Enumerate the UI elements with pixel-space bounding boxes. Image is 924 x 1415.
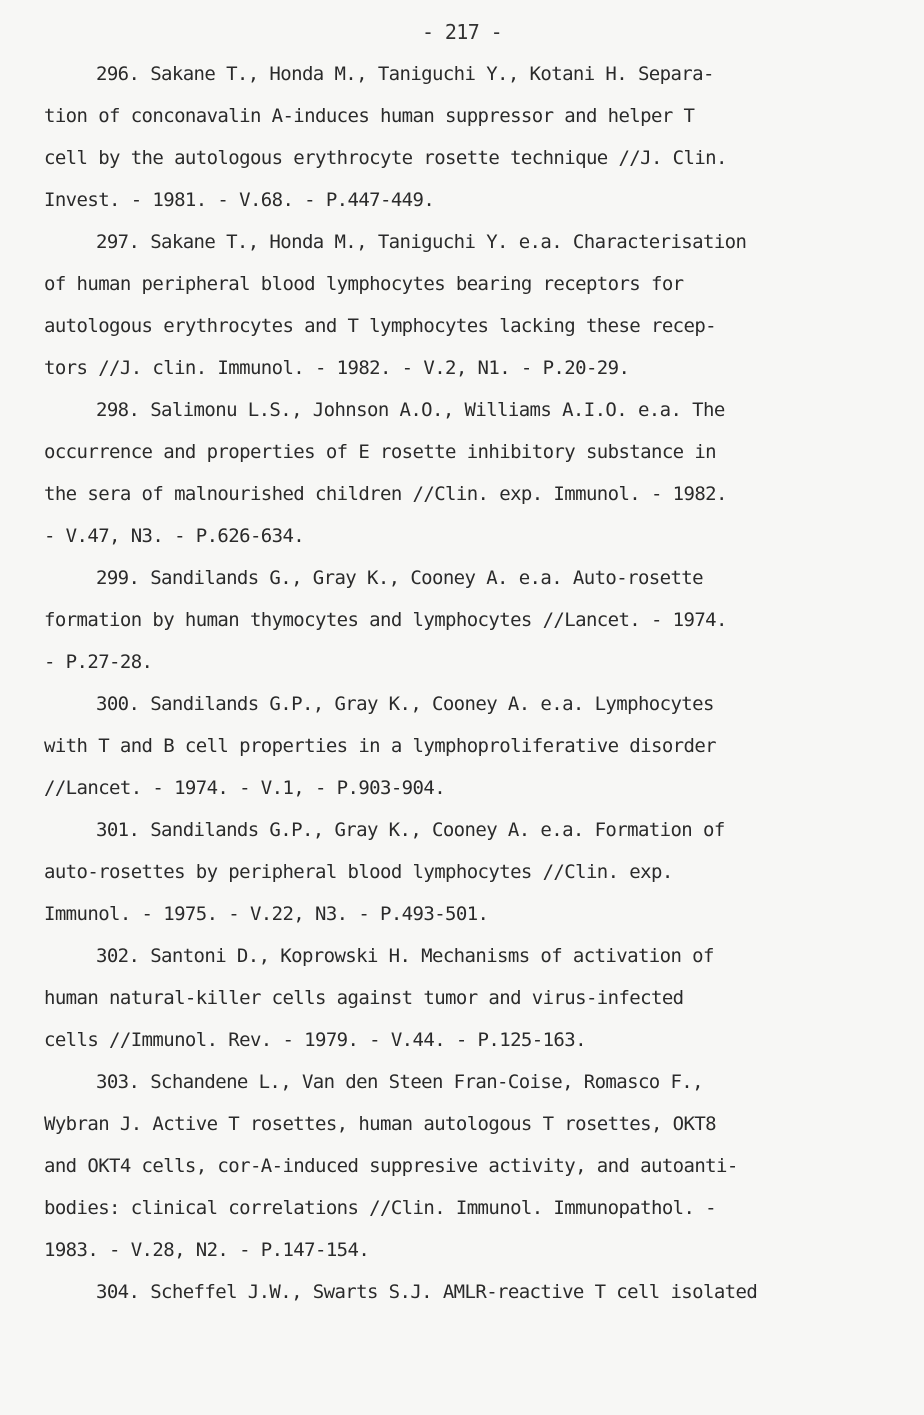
reference-298-line-1: 298. Salimonu L.S., Johnson A.O., Williams A.I.O. e.a. The — [96, 399, 725, 421]
reference-300-line-2: with T and B cell properties in a lymphoproliferative disorder — [44, 735, 717, 757]
reference-303-line-5: 1983. - V.28, N2. - P.147-154. — [44, 1239, 370, 1261]
reference-300-line-1: 300. Sandilands G.P., Gray K., Cooney A. e.a. Lymphocytes — [96, 693, 714, 715]
reference-298-line-2: occurrence and properties of E rosette inhibitory substance in — [44, 441, 717, 463]
reference-301-line-1: 301. Sandilands G.P., Gray K., Cooney A. e.a. Formation of — [96, 819, 725, 841]
reference-299-line-2: formation by human thymocytes and lymphocytes //Lancet. - 1974. — [44, 609, 727, 631]
reference-297-line-4: tors //J. clin. Immunol. - 1982. - V.2, N1. - P.20-29. — [44, 357, 630, 379]
reference-299-line-3: - P.27-28. — [44, 651, 153, 673]
reference-302-line-3: cells //Immunol. Rev. - 1979. - V.44. - P.125-163. — [44, 1029, 586, 1051]
reference-301-line-2: auto-rosettes by peripheral blood lymphocytes //Clin. exp. — [44, 861, 673, 883]
reference-296-line-4: Invest. - 1981. - V.68. - P.447-449. — [44, 189, 435, 211]
page-number: - 217 - — [421, 20, 503, 44]
reference-298-line-4: - V.47, N3. - P.626-634. — [44, 525, 305, 547]
reference-296-line-1: 296. Sakane T., Honda M., Taniguchi Y., Kotani H. Separa- — [96, 63, 714, 85]
reference-296-line-2: tion of conconavalin A-induces human suppressor and helper T — [44, 105, 695, 127]
reference-303-line-4: bodies: clinical correlations //Clin. Immunol. Immunopathol. - — [44, 1197, 717, 1219]
reference-302-line-2: human natural-killer cells against tumor and virus-infected — [44, 987, 684, 1009]
reference-299-line-1: 299. Sandilands G., Gray K., Cooney A. e.a. Auto-rosette — [96, 567, 703, 589]
reference-300-line-3: //Lancet. - 1974. - V.1, - P.903-904. — [44, 777, 446, 799]
reference-298-line-3: the sera of malnourished children //Clin. exp. Immunol. - 1982. — [44, 483, 727, 505]
reference-301-line-3: Immunol. - 1975. - V.22, N3. - P.493-501. — [44, 903, 489, 925]
reference-302-line-1: 302. Santoni D., Koprowski H. Mechanisms of activation of — [96, 945, 714, 967]
reference-297-line-3: autologous erythrocytes and T lymphocytes lacking these recep- — [44, 315, 717, 337]
reference-297-line-1: 297. Sakane T., Honda M., Taniguchi Y. e.a. Characterisation — [96, 231, 747, 253]
reference-303-line-2: Wybran J. Active T rosettes, human autologous T rosettes, OKT8 — [44, 1113, 717, 1135]
reference-304-line-1: 304. Scheffel J.W., Swarts S.J. AMLR-reactive T cell isolated — [96, 1281, 758, 1303]
reference-296-line-3: cell by the autologous erythrocyte rosette technique //J. Clin. — [44, 147, 727, 169]
reference-303-line-3: and OKT4 cells, cor-A-induced suppresive activity, and autoanti- — [44, 1155, 738, 1177]
reference-297-line-2: of human peripheral blood lymphocytes bearing receptors for — [44, 273, 684, 295]
reference-303-line-1: 303. Schandene L., Van den Steen Fran-Coise, Romasco F., — [96, 1071, 703, 1093]
